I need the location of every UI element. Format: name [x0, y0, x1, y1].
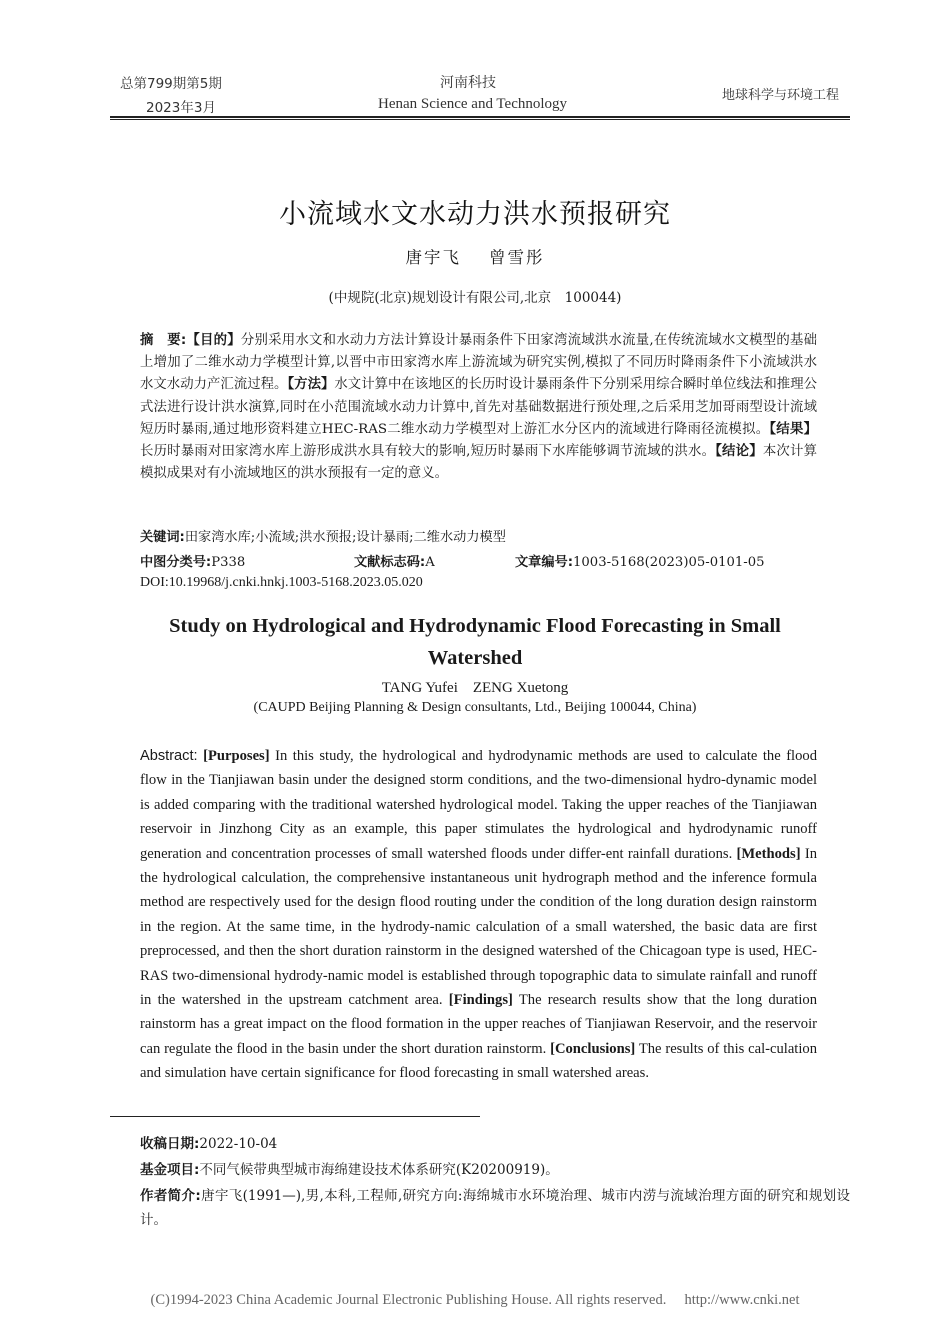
received-value: 2022-10-04: [199, 1136, 278, 1152]
affiliation-cn: (中规院(北京)规划设计有限公司,北京 100044): [328, 290, 622, 306]
findings-text-en: The research results show that the long duration rainstorm has a great impact on the flood formation in the upper reaches of Tianjiawan Reservoir, and the reservoir can regulate the flood in the basin under the short duration rainstorm.: [140, 992, 817, 1057]
author-value: 唐宇飞(1991—),男,本科,工程师,研究方向:海绵城市水环境治理、城市内涝与流域治理方面的研究和规划设计。: [140, 1188, 850, 1228]
article-value: 1003-5168(2023)05-0101-05: [573, 555, 765, 570]
footnote-fund: [140, 1158, 850, 1182]
issue-number: 总第799期第5期: [120, 76, 222, 92]
footnote-author: [140, 1184, 850, 1232]
header-rule-thin: [110, 119, 850, 120]
keywords-label: 关键词:: [140, 530, 185, 545]
paper-title-cn: 小流域水文水动力洪水预报研究: [279, 199, 671, 230]
abstract-en: [140, 744, 817, 1086]
purpose-text-cn: 分别采用水文和水动力方法计算设计暴雨条件下田家湾流域洪水流量,在传统流域水文模型的基础上增加了二维水动力学模型计算,以晋中市田家湾水库上游流域为研究实例,模拟了不同历时降雨条件下小流域洪水水文水动力产汇流过程。: [140, 333, 817, 393]
section-label: 地球科学与环境工程: [722, 88, 840, 103]
author-label: 作者简介:: [140, 1188, 201, 1204]
author-2-cn: 曾雪彤: [489, 248, 545, 267]
issue-date: 2023年3月: [146, 100, 216, 116]
clc-value: P338: [211, 555, 246, 570]
conclusions-text-cn: 本次计算模拟成果对有小流域地区的洪水预报有一定的意义。: [140, 444, 817, 482]
clc-label: 中图分类号:: [140, 555, 212, 570]
document-code: [354, 551, 435, 570]
doc-value: A: [425, 555, 435, 570]
abstract-cn: [140, 330, 817, 485]
methods-tag-en: [Methods]: [736, 845, 801, 862]
paper-title-en: Study on Hydrological and Hydrodynamic Flood Forecasting in Small Watershed: [169, 615, 781, 669]
authors-en: TANG Yufei ZENG Xuetong: [381, 680, 569, 696]
article-label: 文章编号:: [515, 555, 574, 570]
purposes-text-en: In this study, the hydrological and hydrodynamic methods are used to calculate the flood flow in the Tianjiawan basin under the designed storm conditions, and the two-dimensional hydro-dynamic model is added comparing with the traditional watershed hydrological model. Taking the upper reaches of the Tianjiawan reservoir in Jinzhong City as an example, this paper stimulates the hydrological and hydrodynamic runoff generation and concentration processes of small watershed floods under differ-ent rainfall durations.: [140, 748, 818, 862]
authors-cn: [0, 244, 950, 268]
doi: DOI:10.19968/j.cnki.hnkj.1003-5168.2023.05.020: [140, 575, 423, 590]
copyright-notice: (C)1994-2023 China Academic Journal Electronic Publishing House. All rights reserved. http://www.cnki.net: [150, 1292, 800, 1308]
abstract-cn-label: 摘 要:: [140, 333, 187, 348]
methods-text-cn: 水文计算中在该地区的长历时设计暴雨条件下分别采用综合瞬时单位线法和推理公式法进行设计洪水演算,同时在小范围流域水动力计算中,首先对基础数据进行预处理,之后采用芝加哥雨型设计流域短历时暴雨,通过地形资料建立HEC-RAS二维水动力学模型对上游汇水分区内的流域进行降雨径流模拟。: [140, 377, 818, 437]
doc-label: 文献标志码:: [354, 555, 426, 570]
findings-tag-cn: 【结果】: [769, 421, 817, 437]
journal-name-en: Henan Science and Technology: [378, 96, 568, 112]
conclusions-tag-en: [Conclusions]: [550, 1040, 636, 1057]
methods-text-en: In the hydrological calculation, the comprehensive instantaneous unit hydrograph method and the inference formula method are respectively used for the design flood routing under the condition of the long duration design rainstorm in the region. At the same time, in the hydrody-namic calculation of a small watershed, the basic data are first preprocessed, and then the short duration rainstorm in the designed watershed of the Chicagoan type is used, HEC-RAS two-dimensional hydrody-namic model is established through topographic data to simulate rainfall and runoff in the watershed in the upstream catchment area.: [140, 845, 818, 1009]
conclusions-tag-cn: 【结论】: [715, 444, 763, 460]
abstract-en-label: Abstract:: [140, 748, 198, 764]
conclusions-text-en: The results of this cal-culation and simulation have certain significance for flood forecasting in small watershed areas.: [140, 1040, 817, 1082]
purpose-tag-cn: 【目的】: [186, 333, 241, 348]
received-label: 收稿日期:: [140, 1136, 200, 1152]
footnote-rule: [110, 1116, 480, 1117]
keywords-text: 田家湾水库;小流域;洪水预报;设计暴雨;二维水动力模型: [184, 530, 506, 545]
findings-text-cn: 长历时暴雨对田家湾水库上游形成洪水具有较大的影响,短历时暴雨下水库能够调节流域的洪水。: [140, 444, 716, 460]
purposes-tag-en: [Purposes]: [203, 748, 270, 764]
fund-value: 不同气候带典型城市海绵建设技术体系研究(K20200919)。: [199, 1162, 559, 1178]
methods-tag-cn: 【方法】: [287, 377, 335, 393]
findings-tag-en: [Findings]: [448, 992, 513, 1009]
header-rule: [110, 116, 850, 118]
fund-label: 基金项目:: [140, 1162, 200, 1178]
author-1-cn: 唐宇飞: [405, 248, 461, 267]
journal-name-cn: 河南科技: [440, 75, 496, 91]
affiliation-en: (CAUPD Beijing Planning & Design consultants, Ltd., Beijing 100044, China): [253, 700, 697, 715]
keywords: [140, 526, 506, 545]
footnote-received: [140, 1132, 850, 1156]
clc-code: [140, 551, 245, 570]
article-number: [515, 551, 765, 570]
